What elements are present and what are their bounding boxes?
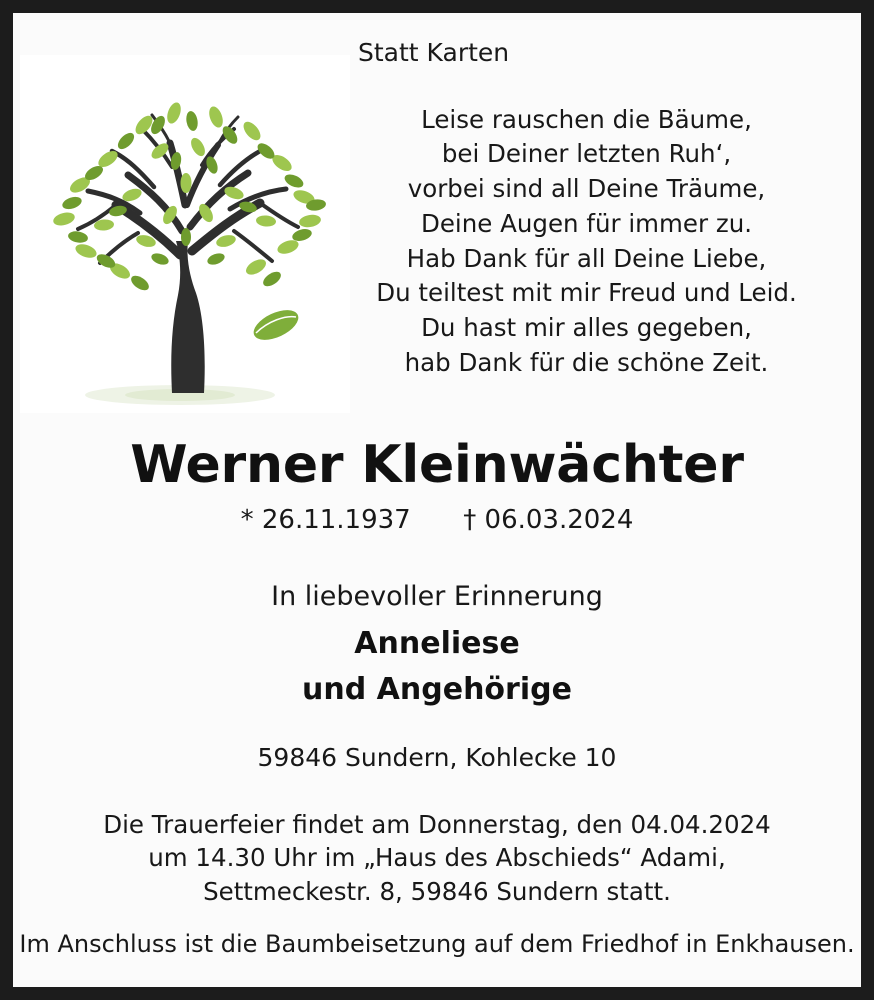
tree-image-container — [13, 25, 350, 413]
mourner-secondary: und Angehörige — [302, 672, 572, 707]
poem-line: vorbei sind all Deine Träume, — [407, 174, 766, 204]
tree-illustration-icon — [20, 55, 350, 413]
ceremony-line: Die Trauerfeier findet am Donnerstag, den 04.04.2024 — [103, 810, 771, 839]
memory-intro: In liebevoller Erinnerung — [271, 581, 603, 612]
poem-line: Du hast mir alles gegeben, — [421, 313, 752, 343]
deceased-name: Werner Kleinwächter — [130, 435, 744, 495]
closing-note: Im Anschluss ist die Baumbeisetzung auf dem Friedhof in Enkhausen. — [19, 929, 855, 958]
birth-date: * 26.11.1937 — [240, 505, 411, 535]
poem-text — [350, 103, 823, 381]
poem-line: Leise rauschen die Bäume, — [421, 104, 752, 134]
address-line: 59846 Sundern, Kohlecke 10 — [257, 743, 617, 772]
poem-line: Du teiltest mit mir Freud und Leid. — [376, 278, 797, 308]
ceremony-line: Settmeckestr. 8, 59846 Sundern statt. — [203, 876, 671, 906]
death-date: † 06.03.2024 — [463, 505, 634, 535]
mourner-primary: Anneliese — [354, 626, 520, 661]
ceremony-line: um 14.30 Uhr im „Haus des Abschieds“ Adami, — [148, 843, 726, 873]
poem-line: bei Deiner letzten Ruh‘, — [441, 139, 732, 169]
top-section — [13, 13, 861, 413]
life-dates — [13, 505, 861, 535]
memory-block — [13, 581, 861, 707]
ceremony-details — [13, 808, 861, 908]
statt-karten-label: Statt Karten — [358, 38, 510, 67]
poem-column — [350, 25, 861, 381]
notice-inner — [13, 13, 861, 987]
poem-line: Hab Dank für all Deine Liebe, — [406, 243, 767, 273]
poem-line: Deine Augen für immer zu. — [420, 208, 753, 238]
poem-line: hab Dank für die schöne Zeit. — [404, 347, 769, 377]
